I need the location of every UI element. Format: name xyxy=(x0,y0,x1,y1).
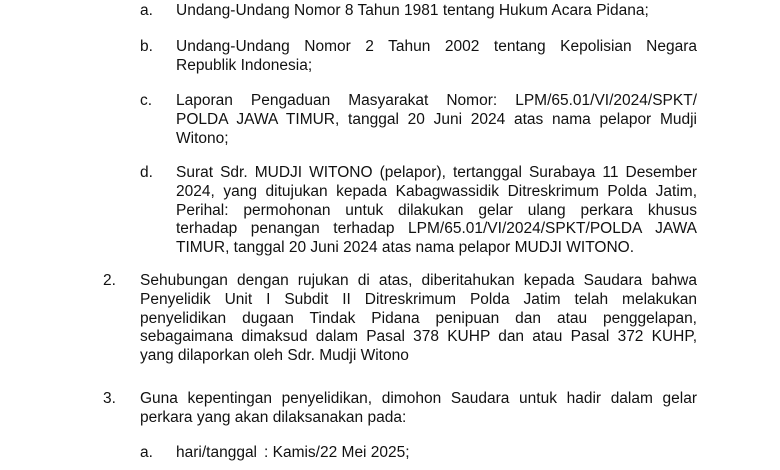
text-line: 2024, yang ditujukan kepada Kabagwassidik Ditreskrimum Polda Jatim, xyxy=(176,182,697,200)
list-item-text xyxy=(176,164,697,258)
list-marker: a. xyxy=(140,444,153,461)
text-line: Penyelidik Unit I Subdit II Ditreskrimum Polda Jatim telah melakukan xyxy=(140,290,697,308)
list-item-text xyxy=(140,272,697,366)
text-line: Witono; xyxy=(176,129,229,147)
list-marker: c. xyxy=(140,92,153,109)
list-marker: a. xyxy=(140,2,153,19)
text-line: TIMUR, tanggal 20 Juni 2024 atas nama pelapor MUDJI WITONO. xyxy=(176,239,635,257)
text-line: Surat Sdr. MUDJI WITONO (pelapor), tertanggal Surabaya 11 Desember xyxy=(176,164,697,181)
text-line: POLDA JAWA TIMUR, tanggal 20 Juni 2024 atas nama pelapor Mudji xyxy=(176,110,697,128)
text-line: terhadap penangan terhadap LPM/65.01/VI/2024/SPKT/POLDA JAWA xyxy=(176,220,697,238)
list-item-text xyxy=(176,38,697,76)
text-line: penyelidikan dugaan Tindak Pidana penipuan dan atau penggelapan, xyxy=(140,309,697,327)
schedule-label: hari/tanggal xyxy=(176,444,258,461)
list-item-text xyxy=(140,390,697,428)
text-line: Sehubungan dengan rujukan di atas, diberitahukan kepada Saudara bahwa xyxy=(140,272,697,289)
text-line: Republik Indonesia; xyxy=(176,56,313,74)
text-line: Undang-Undang Nomor 2 Tahun 2002 tentang Kepolisian Negara xyxy=(176,38,697,55)
text-line: Undang-Undang Nomor 8 Tahun 1981 tentang Hukum Acara Pidana; xyxy=(176,2,649,19)
list-item-text xyxy=(176,2,696,21)
schedule-value: : Kamis/22 Mei 2025; xyxy=(264,444,410,461)
text-line: Perihal: permohonan untuk dilakukan gelar ulang perkara khusus xyxy=(176,201,697,219)
text-line: Laporan Pengaduan Masyarakat Nomor: LPM/65.01/VI/2024/SPKT/ xyxy=(176,92,697,109)
text-line: yang dilaporkan oleh Sdr. Mudji Witono xyxy=(140,347,409,365)
list-item-text xyxy=(176,92,697,148)
text-line: perkara yang akan dilaksanakan pada: xyxy=(140,408,407,426)
text-line: sebagaimana dimaksud dalam Pasal 378 KUHP dan atau Pasal 372 KUHP, xyxy=(140,328,697,346)
list-marker: b. xyxy=(140,38,153,55)
list-marker: d. xyxy=(140,164,153,181)
list-number: 2. xyxy=(103,272,116,289)
text-line: Guna kepentingan penyelidikan, dimohon Saudara untuk hadir dalam gelar xyxy=(140,390,697,407)
list-number: 3. xyxy=(103,390,116,407)
